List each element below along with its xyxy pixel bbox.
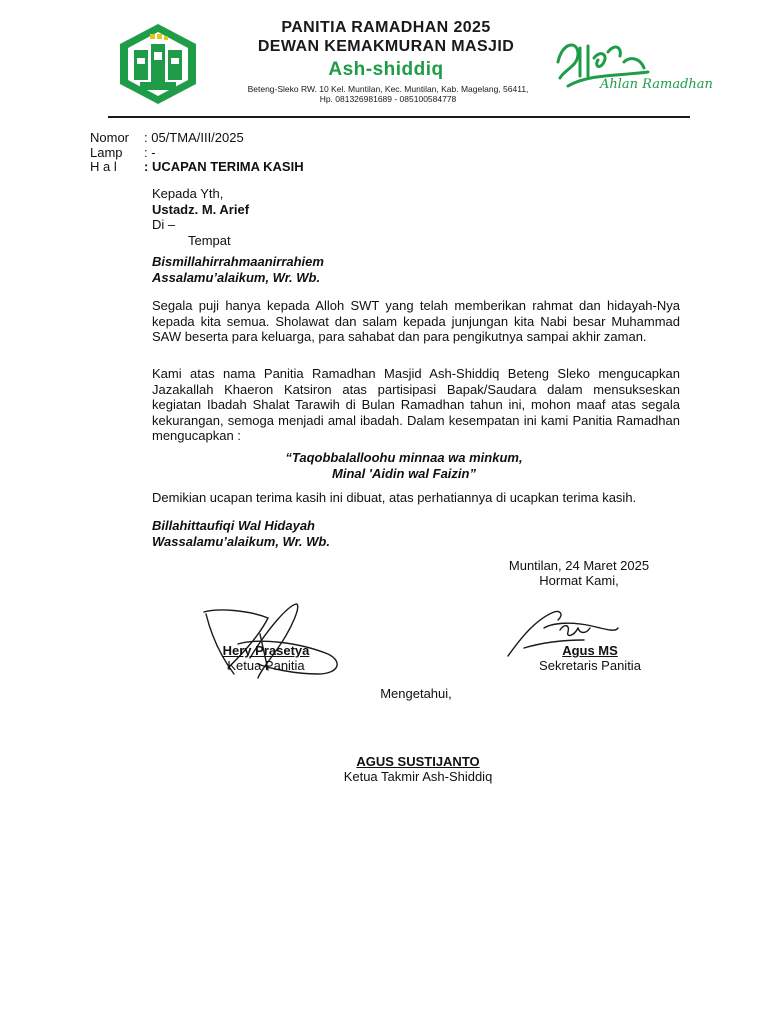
opening-greeting [152,254,680,285]
quote-block [140,450,668,481]
mengetahui-label: Mengetahui, [380,686,452,701]
recipient-line-3: Di – [152,217,176,232]
letterhead [108,14,713,114]
nomor-value: : 05/TMA/III/2025 [144,130,244,145]
signatory-bottom [304,755,532,784]
nomor-label: Nomor [90,130,130,145]
letter-meta [90,131,304,175]
signatory-left [196,644,336,673]
lamp-value: : - [144,144,156,160]
signatory-left-title: Ketua Panitia [227,657,305,673]
place-date: Muntilan, 24 Maret 2025 [508,558,650,573]
recipient-line-4: Tempat [188,232,231,248]
hormat-kami: Hormat Kami, [539,572,619,588]
org-line-2: DEWAN KEMAKMURAN MASJID [257,38,515,55]
signatory-right [510,644,670,673]
opening-line-2: Assalamu’alaikum, Wr. Wb. [152,269,321,285]
signatory-bottom-title: Ketua Takmir Ash-Shiddiq [343,768,493,784]
hal-value: : UCAPAN TERIMA KASIH [144,159,304,174]
address-line-2: Hp. 081326981689 - 085100584778 [319,94,457,104]
logo-right-text: Ahlan Ramadhan [600,77,713,92]
closing-line-2: Wassalamu’alaikum, Wr. Wb. [152,533,330,549]
paragraph-1: Segala puji hanya kepada Alloh SWT yang telah memberikan rahmat dan hidayah-Nya kepada kita semua. Sholawat dan salam kepada junjungan kita Nabi besar Muhammad SAW beserta para keluarga, para sahabat dan para pengikutnya sampai akhir zaman. [152,298,680,344]
meta-nomor-row [90,131,304,146]
paragraph-2: Kami atas nama Panitia Ramadhan Masjid Ash-Shiddiq Beteng Sleko mengucapkan Jazakallah Khaeron Katsiron atas partisipasi Bapak/Saudara dalam mensukseskan kegiatan Ibadah Shalat Tarawih di Bulan Ramadhan tahun ini, mohon maaf atas segala kekurangan, semoga menjadi amal ibadah. Dalam kesempatan ini kami Panitia Ramadhan mengucapkan : [152,366,680,443]
org-line-1: PANITIA RAMADHAN 2025 [281,19,491,36]
meta-lamp-row [90,146,304,161]
letterhead-divider [108,116,690,118]
recipient-name: Ustadz. M. Arief [152,201,250,217]
quote-line-2: Minal 'Aidin wal Faizin” [332,465,476,481]
lamp-label: Lamp [90,144,123,160]
closing-salutation [152,518,680,549]
hal-label: H a l [90,159,117,174]
date-block [488,559,670,588]
recipient-block [152,186,680,248]
address-line-1: Beteng-Sleko RW. 10 Kel. Muntilan, Kec. Muntilan, Kab. Magelang, 56411, [247,84,529,94]
quote-line-1: “Taqobbalalloohu minnaa wa minkum, [285,450,523,465]
recipient-line-1: Kepada Yth, [152,186,224,201]
opening-line-1: Bismillahirrahmaanirrahiem [152,254,324,269]
signatory-bottom-name: AGUS SUSTIJANTO [356,754,480,769]
closing-paragraph: Demikian ucapan terima kasih ini dibuat, atas perhatiannya di ucapkan terima kasih. [152,490,637,505]
letterhead-address [228,84,548,104]
signatory-left-name: Hery Prasetya [222,643,310,658]
meta-hal-row [90,160,304,175]
closing-line-1: Billahittaufiqi Wal Hidayah [152,518,316,533]
ahlan-ramadhan-calligraphy-logo [548,32,713,102]
letterhead-title [226,18,546,82]
signatory-right-title: Sekretaris Panitia [539,657,641,673]
mosque-emblem-logo [116,22,200,106]
signatory-right-name: Agus MS [562,643,618,658]
org-line-3: Ash-shiddiq [328,59,444,80]
